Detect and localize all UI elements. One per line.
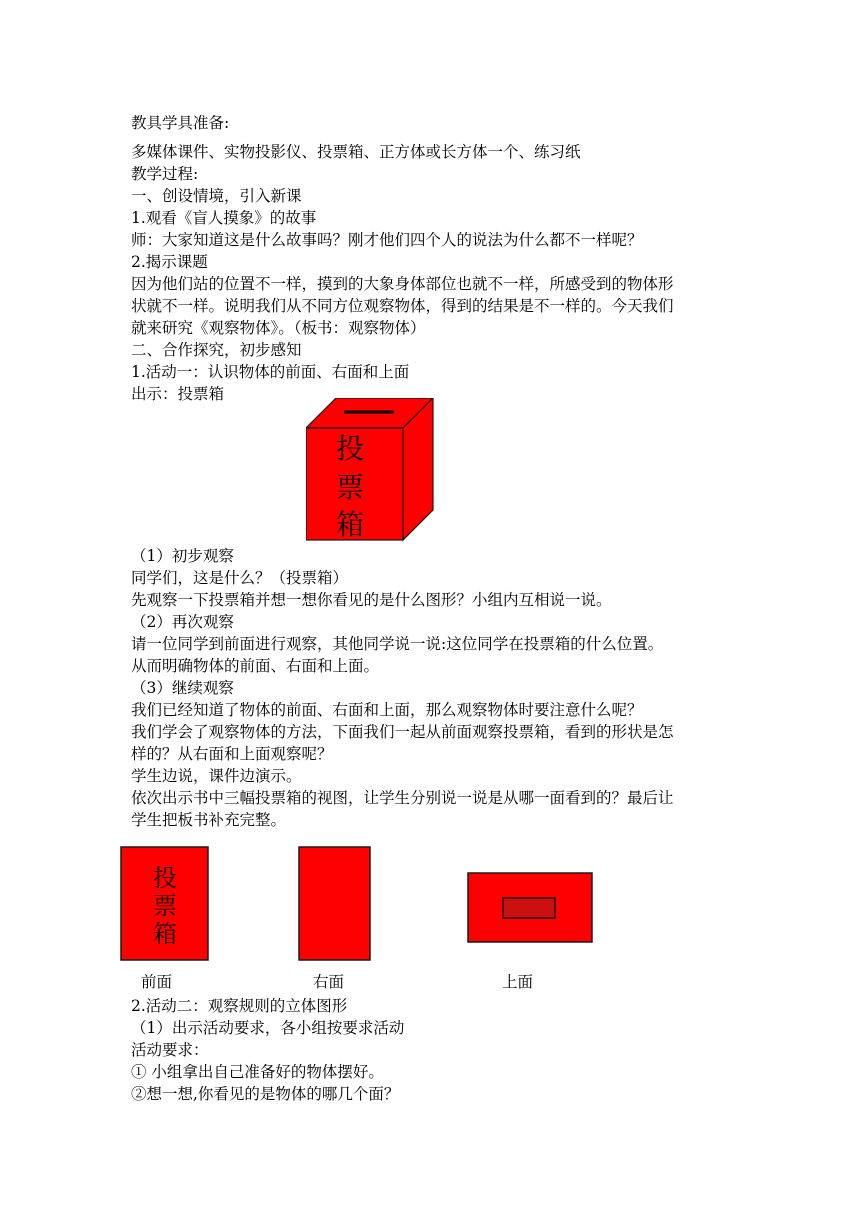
line-16: 先观察一下投票箱并想一想你看见的是什么图形？小组内互相说一说。 (131, 591, 612, 609)
caption-front: 前面 (141, 973, 173, 991)
top-view (467, 872, 593, 944)
line-10: 就来研究《观察物体》。（板书：观察物体） (131, 319, 426, 337)
box-char-1: 投 (335, 432, 365, 465)
line-29: 活动要求： (131, 1041, 209, 1059)
line-9: 状就不一样。说明我们从不同方位观察物体，得到的结果是不一样的。今天我们 (131, 297, 674, 315)
line-2: 多媒体课件、实物投影仪、投票箱、正方体或长方体一个、练习纸 (131, 143, 581, 161)
line-11: 二、合作探究，初步感知 (131, 341, 302, 359)
line-28: （1）出示活动要求，各小组按要求活动 (131, 1019, 405, 1037)
line-6: 师：大家知道这是什么故事吗？刚才他们四个人的说法为什么都不一样呢？ (131, 231, 643, 249)
front-char-1: 投 (153, 864, 177, 892)
caption-top: 上面 (502, 973, 534, 991)
line-1: 教具学具准备: (131, 114, 230, 132)
line-17: （2）再次观察 (131, 613, 234, 631)
line-23: 样的？从右面和上面观察呢？ (131, 745, 333, 763)
caption-right: 右面 (313, 973, 345, 991)
slot (503, 898, 555, 918)
line-26: 学生把板书补充完整。 (131, 811, 287, 829)
line-8: 因为他们站的位置不一样，摸到的大象身体部位也就不一样，所感受到的物体形 (131, 275, 674, 293)
line-4: 一、创设情境，引入新课 (131, 187, 302, 205)
line-5: 1.观看《盲人摸象》的故事 (131, 209, 317, 227)
line-13: 出示：投票箱 (131, 385, 225, 403)
line-15: 同学们，这是什么？（投票箱） (131, 569, 349, 587)
line-20: （3）继续观察 (131, 679, 234, 697)
front-char-3: 箱 (153, 920, 177, 948)
ballot-box-3d (306, 398, 436, 542)
line-27: 2.活动二：观察规则的立体图形 (131, 997, 348, 1015)
line-18: 请一位同学到前面进行观察，其他同学说一说:这位同学在投票箱的什么位置。 (131, 635, 664, 653)
line-25: 依次出示书中三幅投票箱的视图，让学生分别说一说是从哪一面看到的？最后让 (131, 789, 674, 807)
line-12: 1.活动一：认识物体的前面、右面和上面 (131, 363, 410, 381)
line-19: 从而明确物体的前面、右面和上面。 (131, 657, 380, 675)
line-24: 学生边说，课件边演示。 (131, 767, 302, 785)
box-char-3: 箱 (335, 508, 365, 541)
line-30: ① 小组拿出自己准备好的物体摆好。 (131, 1063, 384, 1081)
line-14: （1）初步观察 (131, 547, 234, 565)
line-22: 我们学会了观察物体的方法，下面我们一起从前面观察投票箱，看到的形状是怎 (131, 723, 674, 741)
line-7: 2.揭示课题 (131, 253, 208, 271)
right-view (298, 846, 372, 962)
front-view (120, 846, 210, 962)
line-21: 我们已经知道了物体的前面、右面和上面，那么观察物体时要注意什么呢？ (131, 701, 643, 719)
front-char-2: 票 (153, 892, 177, 920)
line-3: 教学过程: (131, 165, 199, 183)
box-char-2: 票 (335, 471, 365, 504)
line-31: ②想一想,你看见的是物体的哪几个面？ (131, 1085, 400, 1103)
